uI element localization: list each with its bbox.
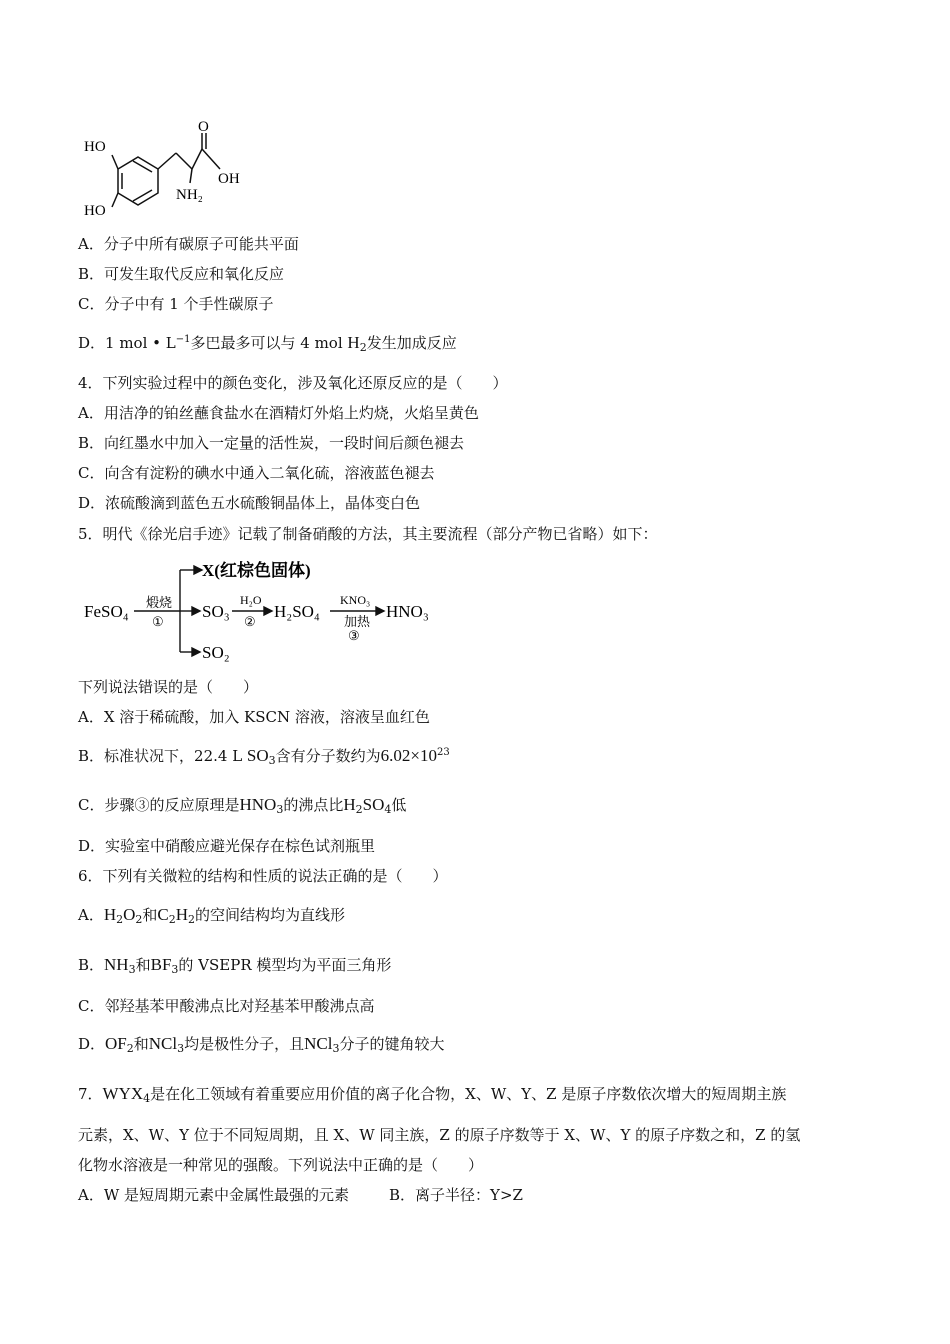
q3-option-b: B．可发生取代反应和氧化反应 xyxy=(78,265,285,283)
q6-stem: 6．下列有关微粒的结构和性质的说法正确的是（ ） xyxy=(78,867,448,885)
q6d-formula-1: OF xyxy=(105,1034,127,1053)
amino-label: NH₂ xyxy=(176,187,203,203)
q6a-s1b: 2 xyxy=(135,913,143,926)
step3-number: ③ xyxy=(348,628,360,643)
q5c-post: 低 xyxy=(391,796,407,814)
step2-reagent: H₂O xyxy=(240,593,262,607)
q5-option-b xyxy=(78,746,450,766)
q3d-sup: −1 xyxy=(175,334,191,345)
hydroxyl-top-label: HO xyxy=(84,139,106,155)
q6a-mid: 和 xyxy=(142,906,158,924)
q6d-text: D． xyxy=(78,1035,106,1053)
q6-option-d xyxy=(78,1034,445,1054)
q5c-formula-2b: SO xyxy=(362,795,385,814)
step1-condition: 煅烧 xyxy=(146,595,173,610)
q5b-mid: 含有分子数约为 xyxy=(275,747,381,765)
q6b-text: B． xyxy=(78,956,105,974)
q6a-s1a: 2 xyxy=(116,913,124,926)
hno3-label: HNO₃ xyxy=(386,602,429,621)
q5b-number: 6.02×10 xyxy=(380,746,438,765)
q7-number: 7． xyxy=(78,1085,103,1103)
q5c-mid: 的沸点比 xyxy=(283,796,344,814)
q7-line-3: 化物水溶液是一种常见的强酸。下列说法中正确的是（ ） xyxy=(78,1156,484,1174)
hydroxyl-label: OH xyxy=(218,171,240,187)
q5c-formula-1: HNO xyxy=(239,795,277,814)
q6d-sub-1: 2 xyxy=(126,1042,134,1055)
x-product-label: X(红棕色固体) xyxy=(202,561,311,580)
q3d-post: 发生加成反应 xyxy=(366,334,457,352)
q7-formula: WYX xyxy=(102,1084,144,1103)
dopa-structure xyxy=(78,115,248,220)
q5b-formula: SO xyxy=(246,746,269,765)
q4-option-c: C．向含有淀粉的碘水中通入二氧化硫，溶液蓝色褪去 xyxy=(78,464,435,482)
q3-option-a: A．分子中所有碳原子可能共平面 xyxy=(78,235,299,253)
q5c-sub-1: 3 xyxy=(276,803,284,816)
q6a-f2a: C xyxy=(157,905,169,924)
q4-option-a: A．用洁净的铂丝蘸食盐水在酒精灯外焰上灼烧，火焰呈黄色 xyxy=(78,404,479,422)
q6a-f1a: H xyxy=(103,905,117,924)
so2-label: SO₂ xyxy=(202,643,230,662)
q6b-mid: 和 xyxy=(135,956,151,974)
q6b-sub-1: 3 xyxy=(128,963,136,976)
q7-option-a: A．W 是短周期元素中金属性最强的元素 xyxy=(78,1186,350,1204)
q3d-mid: 多巴最多可以与 4 mol xyxy=(190,334,348,352)
q6b-formula-2: BF xyxy=(150,955,172,974)
q6-option-c: C．邻羟基苯甲酸沸点比对羟基苯甲酸沸点高 xyxy=(78,997,375,1015)
q5b-text: B．标准状况下，22.4 L xyxy=(78,747,247,765)
q7-text-1: 是在化工领域有着重要应用价值的离子化合物，X、W、Y、Z 是原子序数依次增大的短周期主族 xyxy=(150,1085,787,1103)
q5-ask: 下列说法错误的是（ ） xyxy=(78,678,259,696)
q4-option-d: D．浓硫酸滴到蓝色五水硫酸铜晶体上，晶体变白色 xyxy=(78,494,421,512)
q5b-exponent: 23 xyxy=(437,747,450,758)
oxygen-label: O xyxy=(198,119,209,135)
q6d-mid: 和 xyxy=(133,1035,149,1053)
q5b-sub: 3 xyxy=(268,754,276,767)
q5c-sub-2a: 2 xyxy=(355,803,363,816)
step2-number: ② xyxy=(244,614,256,629)
q6-option-a xyxy=(78,905,345,925)
step3-condition: 加热 xyxy=(344,614,371,629)
q6d-formula-2: NCl xyxy=(148,1034,178,1053)
q4-option-b: B．向红墨水中加入一定量的活性炭，一段时间后颜色褪去 xyxy=(78,434,465,452)
q3d-text: D．1 mol • L xyxy=(78,334,176,352)
h2so4-label: H₂SO₄ xyxy=(274,602,320,621)
q7-sub: 4 xyxy=(143,1092,151,1105)
q6d-post: 分子的键角较大 xyxy=(339,1035,445,1053)
q6d-sub-2: 3 xyxy=(177,1042,185,1055)
q5c-sub-2b: 4 xyxy=(384,803,392,816)
nitric-acid-flow-diagram xyxy=(82,556,462,668)
so3-label: SO₃ xyxy=(202,602,230,621)
q3-option-d xyxy=(78,333,457,353)
q6-option-b xyxy=(78,955,391,975)
step3-reagent: KNO₃ xyxy=(340,593,371,607)
q6a-f2b: H xyxy=(175,905,189,924)
q6b-post: 的 VSEPR 模型均为平面三角形 xyxy=(178,956,392,974)
q7-line-2: 元素，X、W、Y 位于不同短周期，且 X、W 同主族，Z 的原子序数等于 X、W、Y 的原子序数之和，Z 的氢 xyxy=(78,1126,801,1144)
q6a-text: A． xyxy=(78,906,104,924)
q5-option-a: A．X 溶于稀硫酸，加入 KSCN 溶液，溶液呈血红色 xyxy=(78,708,430,726)
q5-stem: 5．明代《徐光启手迹》记载了制备硝酸的方法，其主要流程（部分产物已省略）如下： xyxy=(78,525,658,543)
q5-option-d: D．实验室中硝酸应避光保存在棕色试剂瓶里 xyxy=(78,837,376,855)
q6a-post: 的空间结构均为直线形 xyxy=(195,906,346,924)
q4-stem: 4．下列实验过程中的颜色变化，涉及氧化还原反应的是（ ） xyxy=(78,374,508,392)
q3d-sub: 2 xyxy=(359,341,367,354)
q5-option-c xyxy=(78,795,406,815)
q6b-sub-2: 3 xyxy=(171,963,179,976)
q7-line-1 xyxy=(78,1084,786,1104)
q6d-sub-3: 3 xyxy=(332,1042,340,1055)
feso4-label: FeSO₄ xyxy=(84,602,129,621)
q5c-text: C．步骤③的反应原理是 xyxy=(78,796,240,814)
q7-option-b: B．离子半径：Y>Z xyxy=(389,1186,523,1204)
q3-option-c: C．分子中有 1 个手性碳原子 xyxy=(78,295,274,313)
q6b-formula-1: NH xyxy=(104,955,129,974)
q6a-s2a: 2 xyxy=(168,913,176,926)
q3d-formula: H xyxy=(347,333,360,352)
hydroxyl-bottom-label: HO xyxy=(84,203,106,219)
step1-number: ① xyxy=(152,614,164,629)
q6d-formula-3: NCl xyxy=(304,1034,333,1053)
q6a-f1b: O xyxy=(123,905,136,924)
q7-options-row xyxy=(78,1185,523,1205)
q6a-s2b: 2 xyxy=(188,913,196,926)
q5c-formula-2a: H xyxy=(343,795,356,814)
q6d-mid-2: 均是极性分子，且 xyxy=(184,1035,305,1053)
